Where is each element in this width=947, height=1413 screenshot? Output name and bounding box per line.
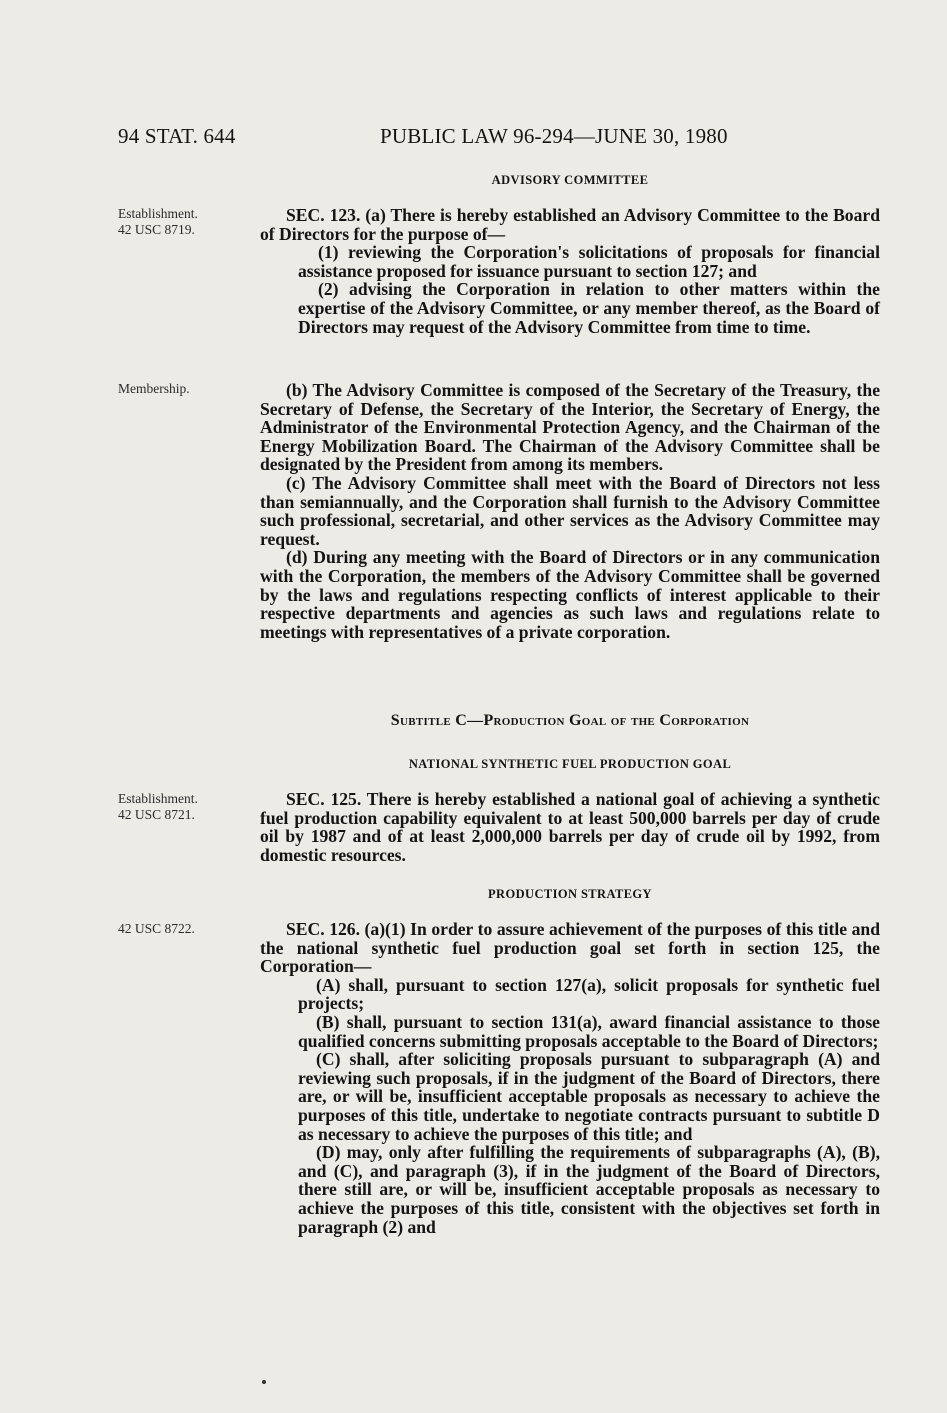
stat-page-number: 94 STAT. 644 (118, 124, 236, 148)
national-goal-heading: NATIONAL SYNTHETIC FUEL PRODUCTION GOAL (408, 757, 732, 771)
sec-123-b: (b) The Advisory Committee is composed of the Secretary of the Treasury, the Secretary of Defense, the Secretary of the Interior, the Secretary of Energy, the Administrator of the Environmental Protection Agency, and the Chairman of the Energy Mobilization Board. The Chairman of the Advisory Committee shall be designated by the President from among its members. (260, 380, 880, 475)
sec-123-a-2: (2) advising the Corporation in relation to other matters within the expertise of the Advisory Committee, or any member thereof, as the Board of Directors may request of the Advisory Committee from time to time. (298, 279, 880, 337)
running-header (118, 124, 878, 154)
sec-126-a-1-D: (D) may, only after fulfilling the requirements of subparagraphs (A), (B), and (C), and paragraph (3), if in the judgment of the Board of Directors, there still are, or will be, insufficient acceptable proposals as necessary to achieve the purposes of this title, consistent with the objectives set forth in paragraph (2) and (298, 1142, 880, 1237)
sec-123-d: (d) During any meeting with the Board of Directors or in any communication with the Corporation, the members of the Advisory Committee shall be governed by the laws and regulations respecting conflicts of interest applicable to their respective departments and agencies as such laws and regulations relate to meetings with representatives of a private corporation. (260, 547, 880, 642)
margin-note-label: Establishment. (118, 791, 198, 806)
section-125-block (260, 790, 880, 864)
margin-note-8722 (118, 921, 248, 937)
law-title: PUBLIC LAW 96-294—JUNE 30, 1980 (380, 124, 728, 148)
section-126-block (260, 920, 880, 1236)
margin-note-citation: 42 USC 8722. (118, 921, 195, 936)
sec-126-a-1: SEC. 126. (a)(1) In order to assure achievement of the purposes of this title and the national synthetic fuel production goal set forth in section 125, the Corporation— (260, 919, 880, 977)
margin-note-citation: 42 USC 8721. (118, 807, 195, 822)
sec-126-a-1-A: (A) shall, pursuant to section 127(a), solicit proposals for synthetic fuel projects; (298, 974, 880, 1014)
subtitle-c-heading: Subtitle C—Production Goal of the Corporation (390, 712, 750, 729)
sec-123-c: (c) The Advisory Committee shall meet with the Board of Directors not less than semiannually, and the Corporation shall furnish to the Advisory Committee such professional, secretarial, and other services as the Advisory Committee may request. (260, 472, 880, 549)
margin-note-establishment-8719 (118, 206, 248, 238)
production-strategy-heading: PRODUCTION STRATEGY (488, 887, 652, 901)
sec-126-a-1-C: (C) shall, after soliciting proposals pursuant to subparagraph (A) and reviewing such proposals, if in the judgment of the Board of Directors, there are, or will be, insufficient acceptable proposals as necessary to achieve the purposes of this title, undertake to negotiate contracts pursuant to subtitle D as necessary to achieve the purposes of this title; and (298, 1049, 880, 1144)
section-123-bcd-block (260, 381, 880, 641)
margin-note-citation: 42 USC 8719. (118, 222, 195, 237)
section-123-block (260, 206, 880, 336)
page-speck (262, 1380, 266, 1384)
sec-123-a-1: (1) reviewing the Corporation's solicitations of proposals for financial assistance proposed for issuance pursuant to section 127; and (298, 242, 880, 281)
sec-123-a: SEC. 123. (a) There is hereby established an Advisory Committee to the Board of Directors for the purpose of— (260, 205, 880, 244)
margin-note-membership (118, 381, 248, 397)
sec-126-a-1-B: (B) shall, pursuant to section 131(a), award financial assistance to those qualified concerns submitting proposals acceptable to the Board of Directors; (298, 1011, 880, 1051)
margin-note-establishment-8721 (118, 791, 248, 823)
advisory-committee-heading: ADVISORY COMMITTEE (491, 173, 649, 187)
sec-125: SEC. 125. There is hereby established a national goal of achieving a synthetic fuel production capability equivalent to at least 500,000 barrels per day of crude oil by 1987 and of at least 2,000,000 barrels per day of crude oil by 1992, from domestic resources. (260, 789, 880, 865)
margin-note-label: Membership. (118, 381, 190, 396)
margin-note-label: Establishment. (118, 206, 198, 221)
